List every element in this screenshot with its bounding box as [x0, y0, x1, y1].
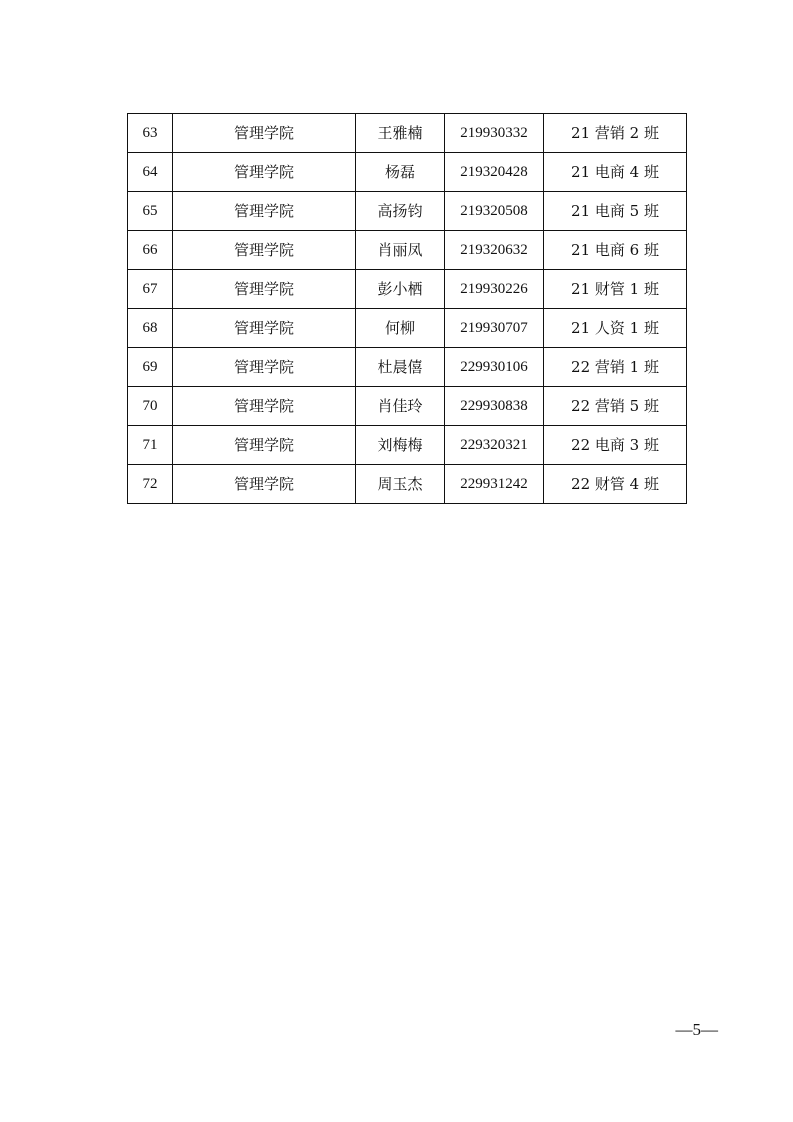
- student-id-cell: 229930106: [445, 348, 544, 387]
- college-cell: 管理学院: [173, 387, 356, 426]
- row-number-cell: 71: [128, 426, 173, 465]
- class-cell: 21 人资 1 班: [544, 309, 687, 348]
- table-row: [128, 231, 687, 270]
- college-cell: 管理学院: [173, 153, 356, 192]
- table-row: [128, 465, 687, 504]
- student-id-cell: 229930838: [445, 387, 544, 426]
- class-cell: 21 电商 5 班: [544, 192, 687, 231]
- table-row: [128, 387, 687, 426]
- row-number-cell: 66: [128, 231, 173, 270]
- class-cell: 21 电商 4 班: [544, 153, 687, 192]
- page-number: —5—: [675, 1020, 718, 1039]
- row-number-cell: 70: [128, 387, 173, 426]
- student-id-cell: 219930707: [445, 309, 544, 348]
- class-cell: 21 财管 1 班: [544, 270, 687, 309]
- table-row: [128, 192, 687, 231]
- student-name-cell: 肖佳玲: [356, 387, 445, 426]
- roster-table-body: [128, 114, 687, 504]
- table-row: [128, 270, 687, 309]
- college-cell: 管理学院: [173, 309, 356, 348]
- table-row: [128, 153, 687, 192]
- row-number-cell: 72: [128, 465, 173, 504]
- table-row: [128, 426, 687, 465]
- student-id-cell: 219930332: [445, 114, 544, 153]
- class-cell: 22 营销 5 班: [544, 387, 687, 426]
- student-id-cell: 229931242: [445, 465, 544, 504]
- student-roster-table: [127, 113, 687, 504]
- student-id-cell: 219320508: [445, 192, 544, 231]
- row-number-cell: 69: [128, 348, 173, 387]
- row-number-cell: 67: [128, 270, 173, 309]
- college-cell: 管理学院: [173, 114, 356, 153]
- row-number-cell: 68: [128, 309, 173, 348]
- student-name-cell: 杜晨僖: [356, 348, 445, 387]
- student-id-cell: 229320321: [445, 426, 544, 465]
- college-cell: 管理学院: [173, 270, 356, 309]
- college-cell: 管理学院: [173, 348, 356, 387]
- student-name-cell: 杨磊: [356, 153, 445, 192]
- class-cell: 21 营销 2 班: [544, 114, 687, 153]
- student-name-cell: 高扬钧: [356, 192, 445, 231]
- class-cell: 21 电商 6 班: [544, 231, 687, 270]
- student-name-cell: 何柳: [356, 309, 445, 348]
- student-id-cell: 219320632: [445, 231, 544, 270]
- row-number-cell: 65: [128, 192, 173, 231]
- row-number-cell: 63: [128, 114, 173, 153]
- student-id-cell: 219320428: [445, 153, 544, 192]
- class-cell: 22 电商 3 班: [544, 426, 687, 465]
- table-row: [128, 114, 687, 153]
- class-cell: 22 营销 1 班: [544, 348, 687, 387]
- college-cell: 管理学院: [173, 465, 356, 504]
- student-name-cell: 王雅楠: [356, 114, 445, 153]
- student-name-cell: 刘梅梅: [356, 426, 445, 465]
- college-cell: 管理学院: [173, 426, 356, 465]
- row-number-cell: 64: [128, 153, 173, 192]
- class-cell: 22 财管 4 班: [544, 465, 687, 504]
- student-name-cell: 周玉杰: [356, 465, 445, 504]
- college-cell: 管理学院: [173, 192, 356, 231]
- student-name-cell: 肖丽凤: [356, 231, 445, 270]
- table-row: [128, 309, 687, 348]
- student-id-cell: 219930226: [445, 270, 544, 309]
- table-row: [128, 348, 687, 387]
- college-cell: 管理学院: [173, 231, 356, 270]
- student-name-cell: 彭小栖: [356, 270, 445, 309]
